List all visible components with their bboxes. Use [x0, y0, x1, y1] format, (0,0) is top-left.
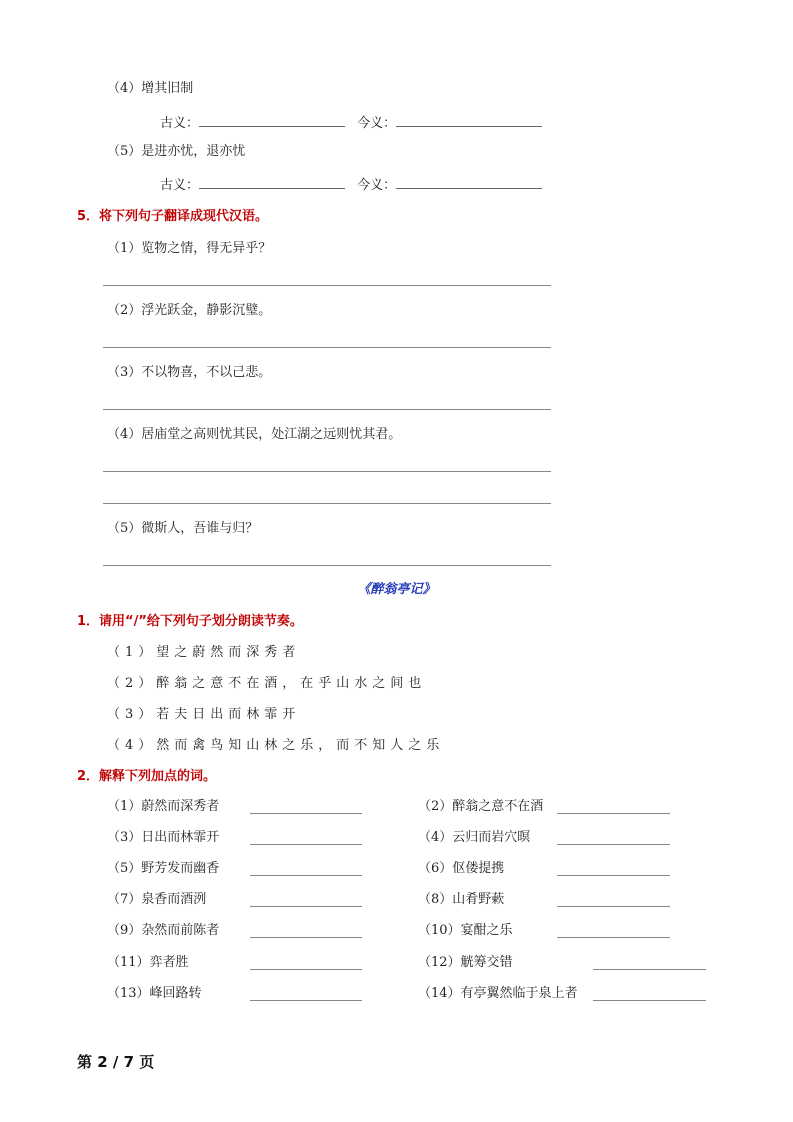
- answer-blank[interactable]: [250, 937, 362, 938]
- essay-title: 《醉翁亭记》: [357, 582, 436, 597]
- item-5-answer-row: [160, 178, 542, 194]
- answer-line[interactable]: [103, 503, 551, 504]
- define-item-8: （8）山肴野蔌: [418, 892, 505, 907]
- section-5-heading: 5．将下列句子翻译成现代汉语。: [77, 209, 269, 224]
- define-item-4: （4）云归而岩穴暝: [418, 830, 531, 845]
- translate-item-4: （4）居庙堂之高则忧其民，处江湖之远则忧其君。: [107, 427, 402, 442]
- rhythm-item-4: （4）然而禽鸟知山林之乐，而不知人之乐: [107, 738, 445, 753]
- item-4-text: （4）增其旧制: [107, 81, 194, 96]
- answer-blank[interactable]: [593, 969, 706, 970]
- q2-heading: 2．解释下列加点的词。: [77, 769, 217, 784]
- define-item-13: （13）峰回路转: [107, 986, 202, 1001]
- define-item-10: （10）宴酣之乐: [418, 923, 513, 938]
- translate-item-3: （3）不以物喜，不以己悲。: [107, 365, 272, 380]
- rhythm-item-1: （1）望之蔚然而深秀者: [107, 645, 301, 660]
- answer-line[interactable]: [103, 409, 551, 410]
- jin-yi-blank[interactable]: [396, 188, 542, 189]
- define-item-9: （9）杂然而前陈者: [107, 923, 220, 938]
- jin-yi-label: 今义：: [357, 116, 397, 131]
- translate-item-1: （1）览物之情，得无异乎？: [107, 241, 272, 256]
- answer-blank[interactable]: [250, 906, 362, 907]
- define-item-7: （7）泉香而酒洌: [107, 892, 207, 907]
- answer-blank[interactable]: [557, 813, 670, 814]
- page-number: 第 2 / 7 页: [77, 1053, 155, 1071]
- answer-blank[interactable]: [250, 875, 362, 876]
- answer-line[interactable]: [103, 565, 551, 566]
- answer-line[interactable]: [103, 347, 551, 348]
- jin-yi-label: 今义：: [357, 178, 397, 193]
- answer-blank[interactable]: [593, 1000, 706, 1001]
- gu-yi-label: 古义：: [160, 178, 200, 193]
- gu-yi-blank[interactable]: [199, 188, 345, 189]
- item-4-answer-row: [160, 116, 542, 132]
- item-5-text: （5）是进亦忧，退亦忧: [107, 144, 246, 159]
- define-item-3: （3）日出而林霏开: [107, 830, 220, 845]
- jin-yi-blank[interactable]: [396, 126, 542, 127]
- define-item-11: （11）弈者胜: [107, 955, 189, 970]
- define-item-5: （5）野芳发而幽香: [107, 861, 220, 876]
- define-item-6: （6）伛偻提携: [418, 861, 505, 876]
- answer-blank[interactable]: [250, 844, 362, 845]
- gu-yi-label: 古义：: [160, 116, 200, 131]
- answer-blank[interactable]: [557, 906, 670, 907]
- define-item-2: （2）醉翁之意不在酒: [418, 799, 544, 814]
- rhythm-item-2: （2）醉翁之意不在酒，在乎山水之间也: [107, 676, 427, 691]
- answer-blank[interactable]: [557, 875, 670, 876]
- define-item-12: （12）觥筹交错: [418, 955, 513, 970]
- rhythm-item-3: （3）若夫日出而林霏开: [107, 707, 301, 722]
- answer-blank[interactable]: [557, 844, 670, 845]
- define-item-1: （1）蔚然而深秀者: [107, 799, 220, 814]
- gu-yi-blank[interactable]: [199, 126, 345, 127]
- answer-line[interactable]: [103, 471, 551, 472]
- q1-heading: 1．请用“/”给下列句子划分朗读节奏。: [77, 614, 303, 629]
- answer-blank[interactable]: [250, 1000, 362, 1001]
- translate-item-2: （2）浮光跃金，静影沉璧。: [107, 303, 272, 318]
- answer-blank[interactable]: [557, 937, 670, 938]
- define-item-14: （14）有亭翼然临于泉上者: [418, 986, 578, 1001]
- answer-blank[interactable]: [250, 969, 362, 970]
- translate-item-5: （5）微斯人，吾谁与归？: [107, 521, 259, 536]
- answer-blank[interactable]: [250, 813, 362, 814]
- answer-line[interactable]: [103, 285, 551, 286]
